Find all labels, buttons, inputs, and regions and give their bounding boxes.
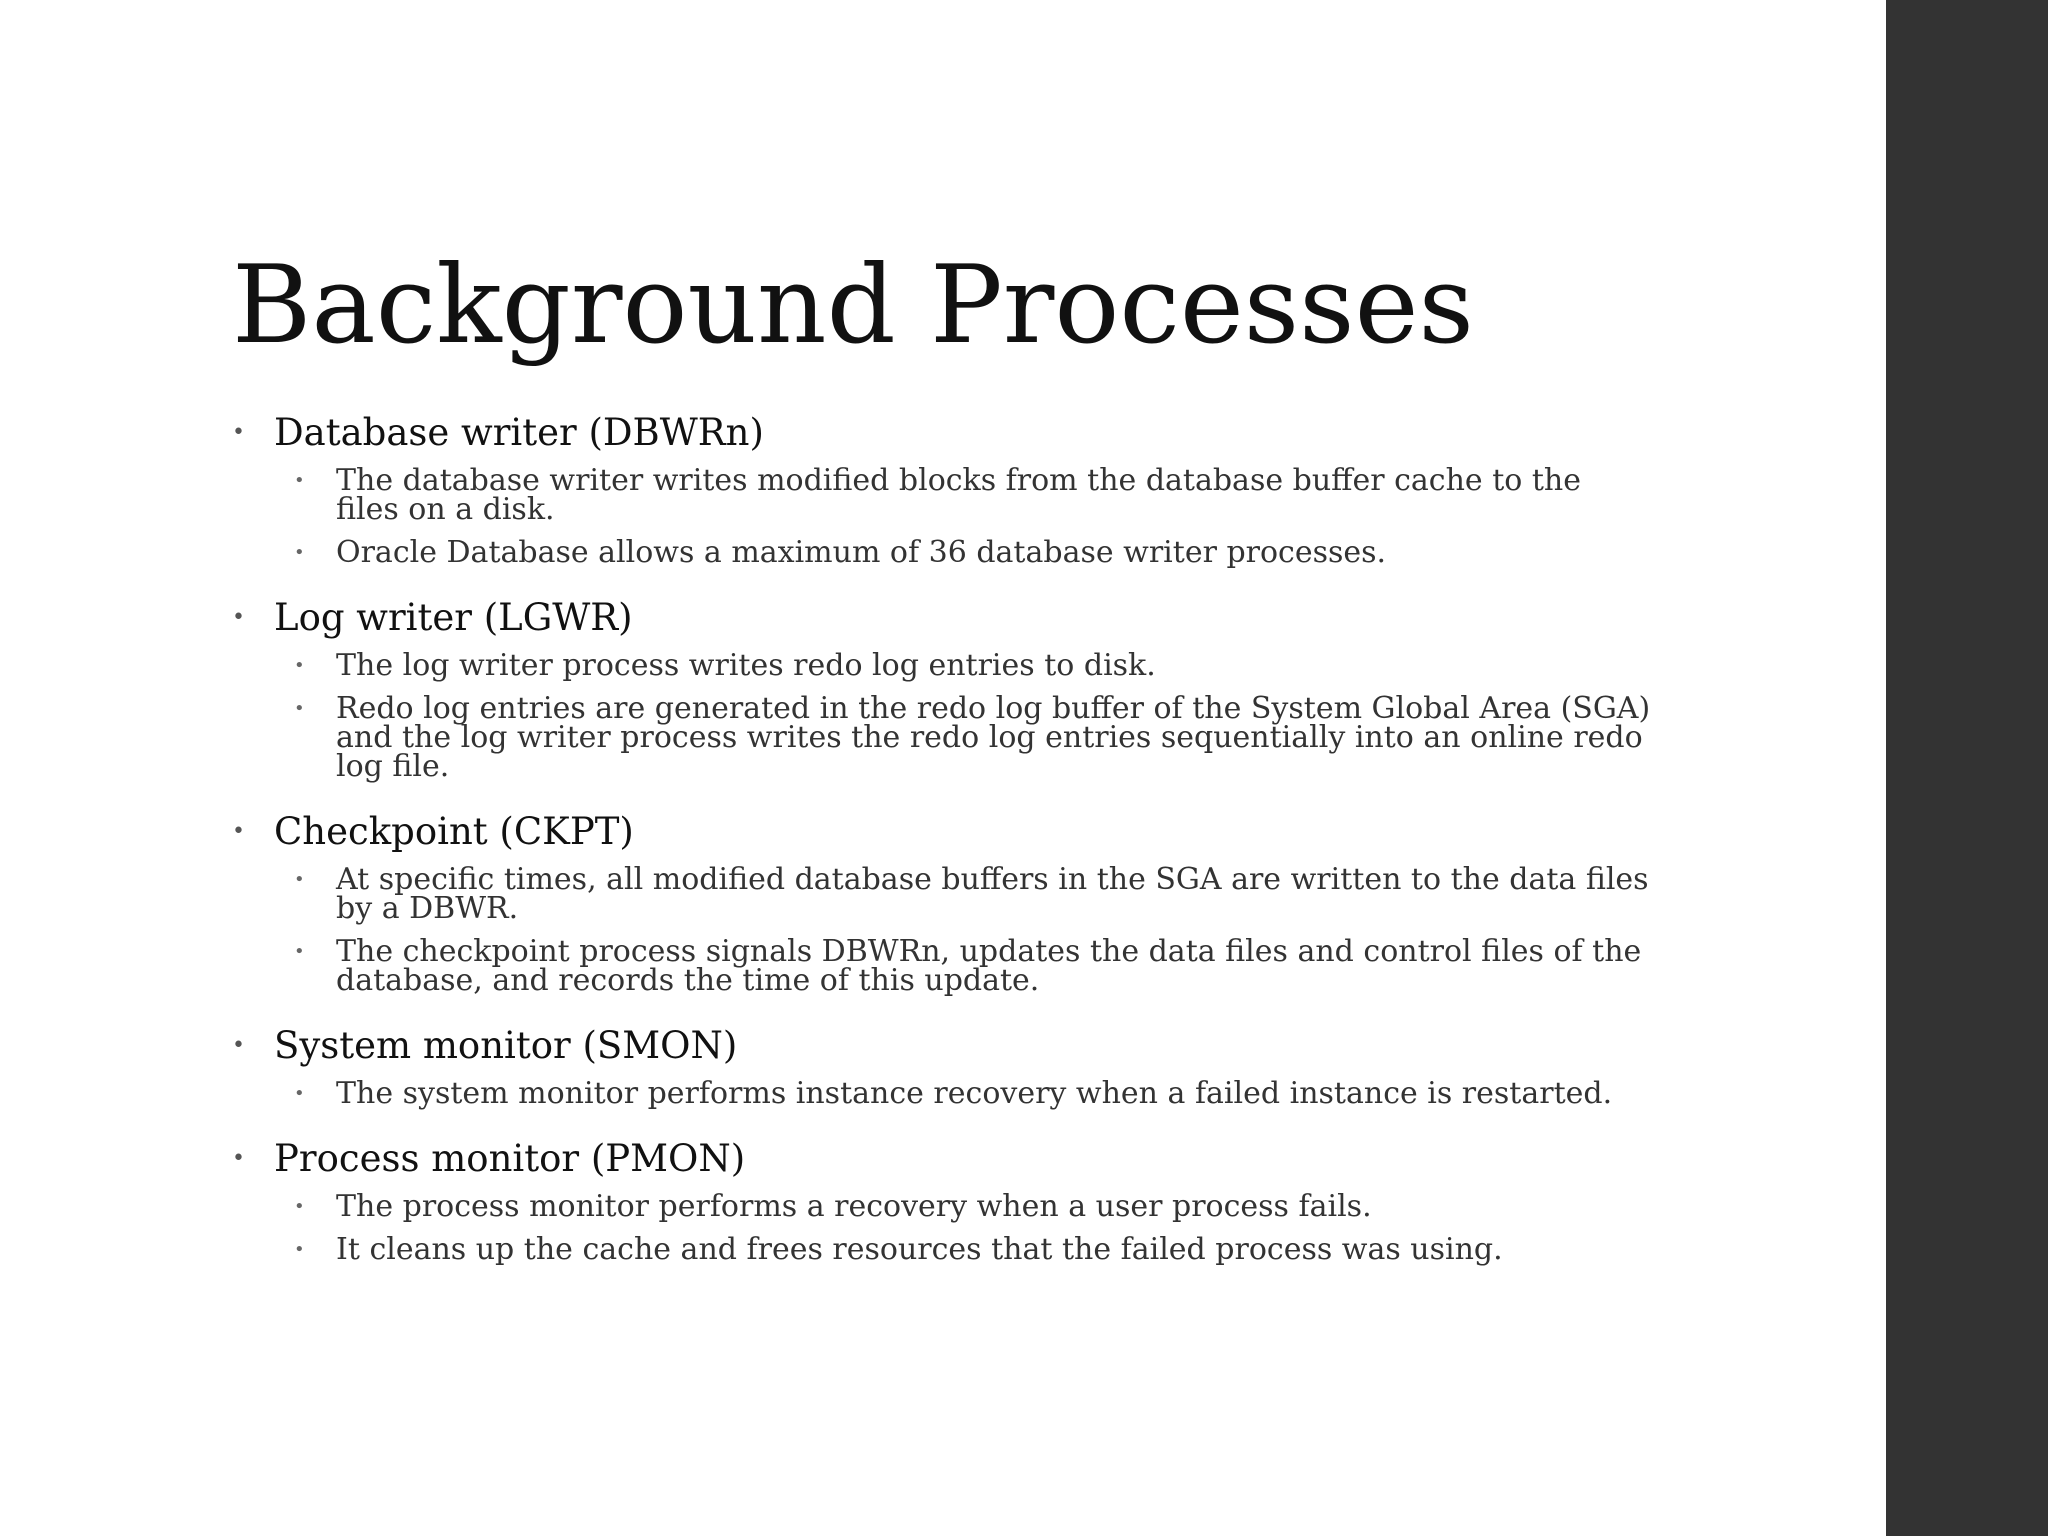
item-text: The checkpoint process signals DBWRn, updates the data files and control files of the database, and records the time of this update. <box>336 934 1642 998</box>
item-text: At specific times, all modified database buffers in the SGA are written to the data files by a DBWR. <box>336 862 1649 926</box>
section-smon <box>232 1021 1652 1111</box>
bullet-icon: • <box>294 655 305 676</box>
section-heading <box>232 1021 1652 1071</box>
list-item <box>232 1189 1652 1224</box>
heading-text: Process monitor (PMON) <box>274 1137 746 1180</box>
list-item <box>232 934 1652 998</box>
heading-text: Checkpoint (CKPT) <box>274 810 634 853</box>
bullet-icon: • <box>232 1033 245 1058</box>
item-text: Oracle Database allows a maximum of 36 database writer processes. <box>336 535 1387 570</box>
list-item <box>232 463 1652 527</box>
section-pmon <box>232 1134 1652 1267</box>
bullet-icon: • <box>294 869 305 890</box>
sub-list <box>232 1189 1652 1267</box>
item-text: The database writer writes modified blocks from the database buffer cache to the files on a disk. <box>336 463 1581 527</box>
item-text: The system monitor performs instance recovery when a failed instance is restarted. <box>336 1076 1613 1111</box>
slide-title: Background Processes <box>232 243 1474 368</box>
bullet-icon: • <box>294 542 305 563</box>
list-item <box>232 862 1652 926</box>
bullet-icon: • <box>232 819 245 844</box>
sub-list <box>232 463 1652 570</box>
bullet-icon: • <box>294 470 305 491</box>
list-item <box>232 1076 1652 1111</box>
bullet-icon: • <box>294 1083 305 1104</box>
item-text: Redo log entries are generated in the redo log buffer of the System Global Area (SGA) and the log writer process writes the redo log entries sequentially into an online redo log file. <box>336 691 1651 784</box>
section-heading <box>232 1134 1652 1184</box>
bullet-icon: • <box>232 1146 245 1171</box>
list-item <box>232 648 1652 683</box>
section-heading <box>232 807 1652 857</box>
sub-list <box>232 1076 1652 1111</box>
sub-list <box>232 648 1652 784</box>
item-text: It cleans up the cache and frees resources that the failed process was using. <box>336 1232 1503 1267</box>
item-text: The process monitor performs a recovery when a user process fails. <box>336 1189 1372 1224</box>
list-item <box>232 1232 1652 1267</box>
section-heading <box>232 408 1652 458</box>
heading-text: Database writer (DBWRn) <box>274 411 764 454</box>
bullet-icon: • <box>232 420 245 445</box>
heading-text: Log writer (LGWR) <box>274 596 633 639</box>
bullet-icon: • <box>232 605 245 630</box>
heading-text: System monitor (SMON) <box>274 1024 738 1067</box>
bullet-icon: • <box>294 1196 305 1217</box>
slide-content <box>232 408 1652 1290</box>
bullet-icon: • <box>294 941 305 962</box>
section-lgwr <box>232 593 1652 784</box>
slide-sidebar <box>1886 0 2048 1536</box>
bullet-icon: • <box>294 1239 305 1260</box>
item-text: The log writer process writes redo log entries to disk. <box>336 648 1156 683</box>
section-dbwr <box>232 408 1652 570</box>
section-ckpt <box>232 807 1652 998</box>
list-item <box>232 691 1652 784</box>
bullet-icon: • <box>294 698 305 719</box>
sub-list <box>232 862 1652 998</box>
section-heading <box>232 593 1652 643</box>
list-item <box>232 535 1652 570</box>
